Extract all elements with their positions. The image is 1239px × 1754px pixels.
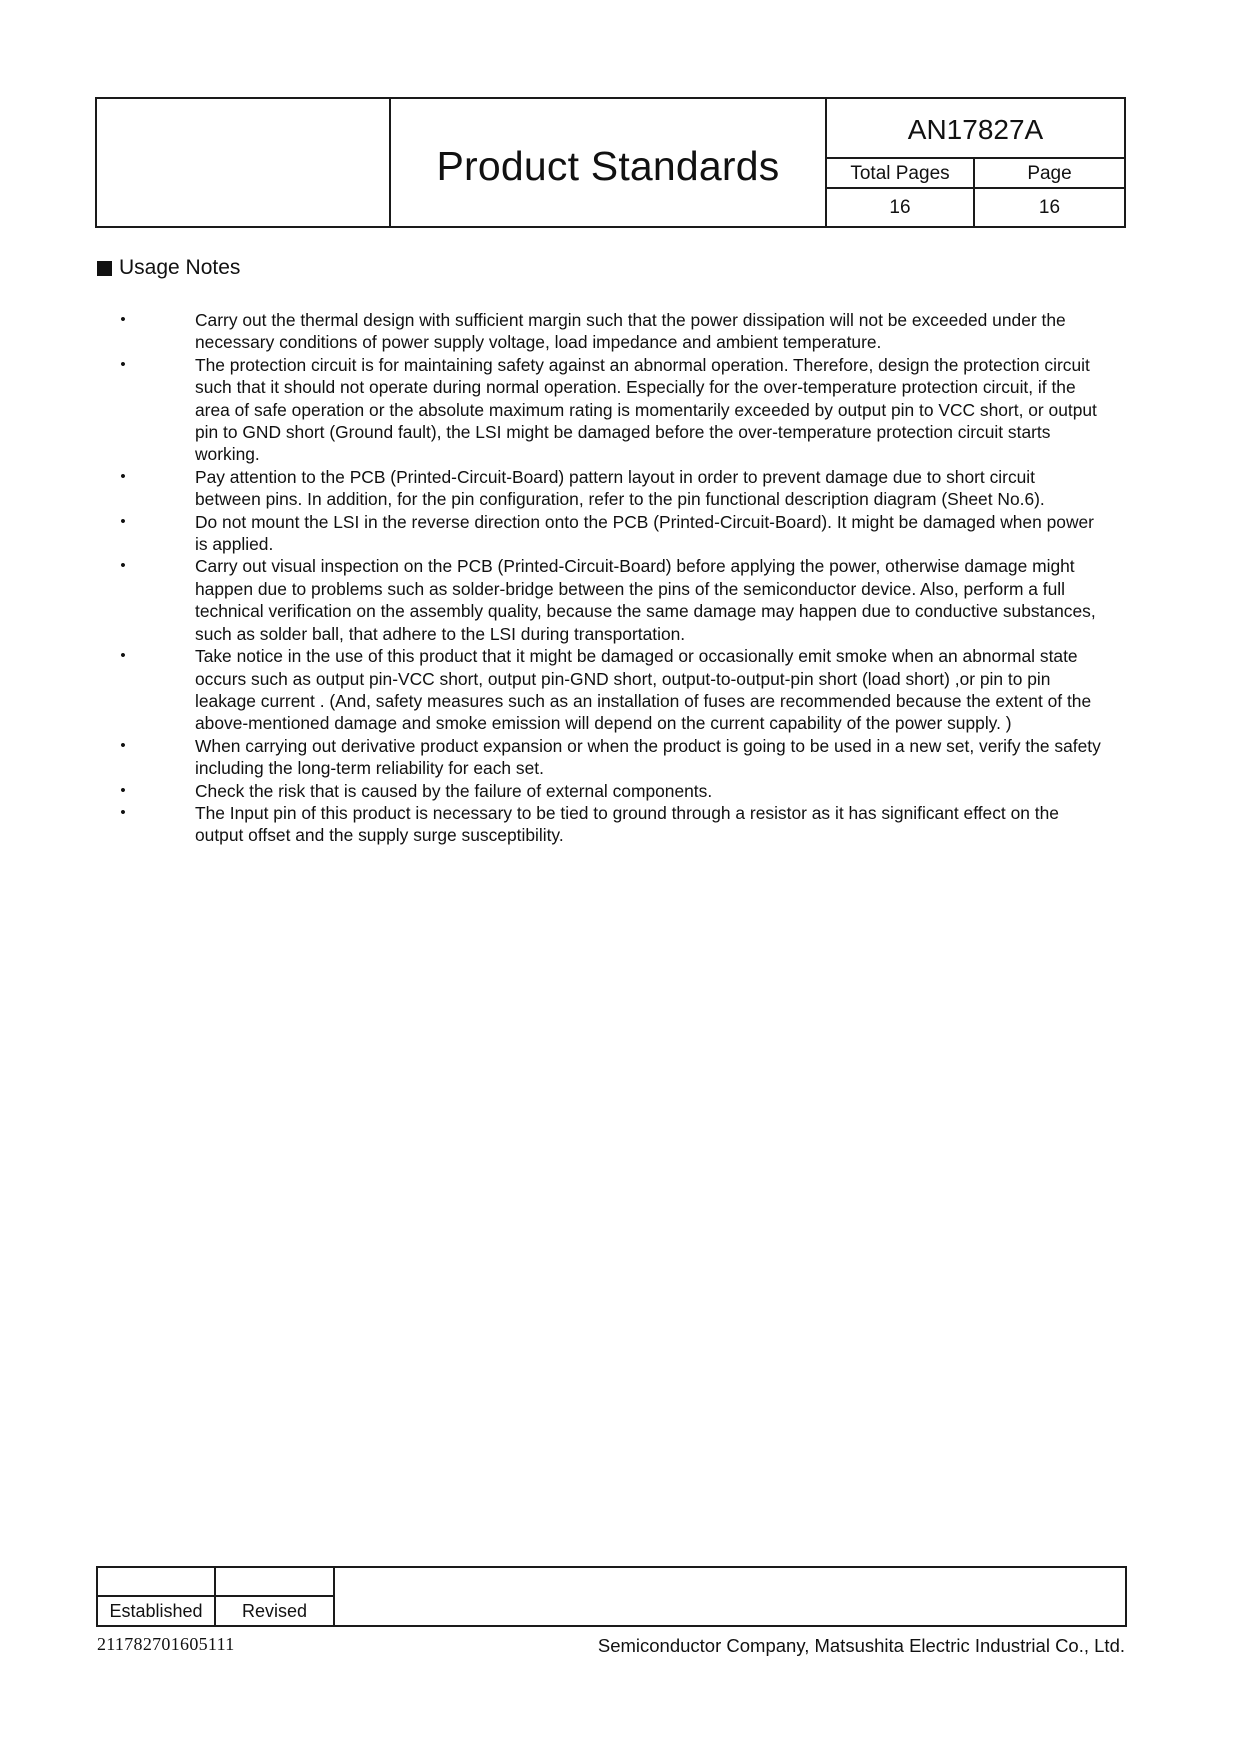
section-heading: [97, 256, 240, 280]
bullet-icon: •: [120, 736, 126, 754]
header-block: [95, 97, 1126, 228]
serial-number: 211782701605111: [97, 1634, 235, 1654]
established-date-cell: [98, 1568, 214, 1597]
bullet-icon: •: [120, 467, 126, 485]
bullet-icon: •: [120, 557, 126, 575]
page-label: Page: [975, 159, 1124, 189]
bullet-icon: •: [120, 355, 126, 373]
total-pages-value: 16: [827, 189, 975, 226]
usage-note-item: [118, 555, 1103, 645]
usage-note-text: When carrying out derivative product expansion or when the product is going to be used in a new set, verify the safety including the long-term reliability for each set.: [195, 735, 1101, 779]
usage-note-item: [118, 735, 1103, 780]
usage-note-item: [118, 354, 1103, 466]
revised-label: Revised: [241, 1601, 308, 1621]
title-cell: [391, 99, 827, 226]
revised-date-cell: [216, 1568, 333, 1597]
company-name: Semiconductor Company, Matsushita Electric Industrial Co., Ltd.: [597, 1635, 1125, 1656]
usage-note-text: Carry out visual inspection on the PCB (Printed-Circuit-Board) before applying the power, otherwise damage might happen due to problems such as solder-bridge between the pins of the semiconductor device. Also, perform a full technical verification on the assembly quality, because the same damage may happen due to conductive substances, such as solder ball, that adhere to the LSI during transportation.: [195, 556, 1096, 644]
black-square-icon: [97, 261, 112, 276]
bullet-icon: •: [120, 512, 126, 530]
total-pages-label: Total Pages: [827, 159, 975, 189]
usage-note-item: [118, 780, 1103, 802]
usage-note-text: The protection circuit is for maintaining safety against an abnormal operation. Therefore, design the protection circuit such that it should not operate during normal operation. Especially for the over-temperature protection circuit, if the area of safe operation or the absolute maximum rating is momentarily exceeded by output pin to VCC short, or output pin to GND short (Ground fault), the LSI might be damaged before the over-temperature protection circuit starts working.: [195, 354, 1097, 465]
usage-note-text: The Input pin of this product is necessary to be tied to ground through a resistor as it has significant effect on the output offset and the supply surge susceptibility.: [195, 802, 1059, 846]
section-heading-text: Usage Notes: [119, 256, 241, 279]
page-number-value: 16: [1038, 197, 1061, 218]
bullet-icon: •: [120, 803, 126, 821]
part-number: AN17827A: [827, 99, 1124, 159]
logo-cell: [97, 99, 391, 226]
usage-note-item: [118, 511, 1103, 556]
usage-note-text: Pay attention to the PCB (Printed-Circuit-Board) pattern layout in order to prevent damage due to short circuit between pins. In addition, for the pin configuration, refer to the pin functional description diagram (Sheet No.6).: [195, 466, 1045, 510]
usage-note-text: Do not mount the LSI in the reverse direction onto the PCB (Printed-Circuit-Board). It might be damaged when power is applied.: [195, 511, 1094, 555]
revision-table: [96, 1566, 1127, 1627]
usage-note-item: [118, 466, 1103, 511]
bullet-icon: •: [120, 311, 126, 328]
bullet-icon: •: [120, 647, 126, 665]
usage-note-item: [118, 645, 1103, 735]
usage-note-text: Check the risk that is caused by the failure of external components.: [195, 780, 713, 801]
revised-cell: [216, 1568, 335, 1625]
usage-note-text: Carry out the thermal design with sufficient margin such that the power dissipation will not be exceeded under the necessary conditions of power supply voltage, load impedance and ambient temperature.: [195, 310, 1066, 353]
usage-note-item: [118, 802, 1103, 847]
established-cell: [98, 1568, 216, 1625]
usage-note-item: [118, 309, 1103, 354]
established-label: Established: [109, 1601, 203, 1621]
usage-note-text: Take notice in the use of this product that it might be damaged or occasionally emit smoke when an abnormal state occurs such as output pin-VCC short, output pin-GND short, output-to-output-pin short (load short) ,or pin to pin leakage current . (And, safety measures such as an installation of fuses are recommended because the extent of the above-mentioned damage and smoke emission will depend on the current capability of the power supply. ): [195, 646, 1092, 734]
bullet-icon: •: [120, 781, 126, 799]
document-info-cell: [827, 99, 1124, 226]
document-title: Product Standards: [436, 143, 780, 189]
usage-notes-list: [118, 309, 1103, 847]
